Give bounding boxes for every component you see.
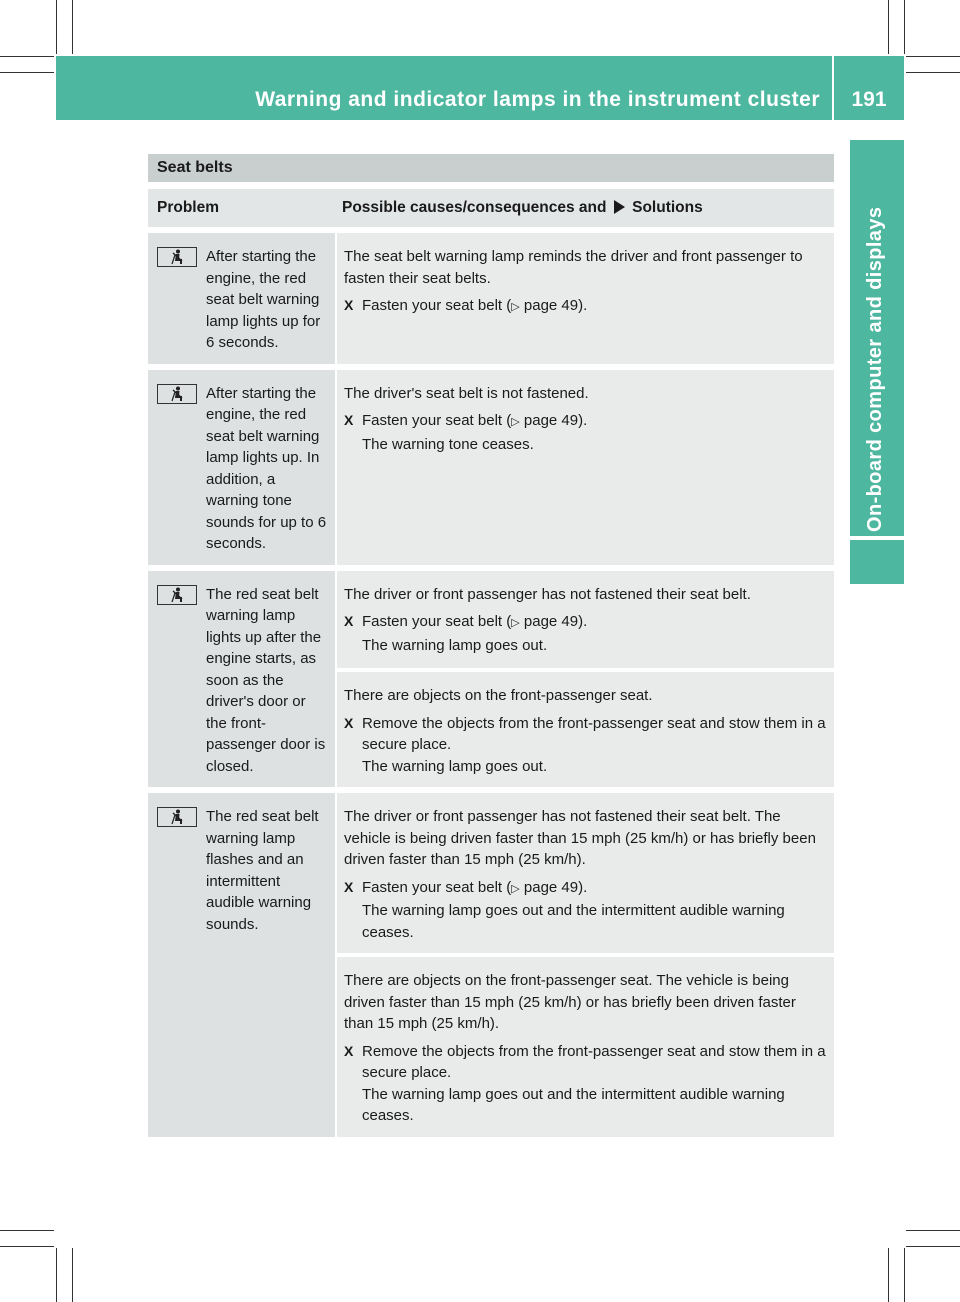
step-body <box>362 877 828 944</box>
step-text: Fasten your seat belt ( <box>362 412 512 429</box>
step-mark-icon: X <box>344 1042 354 1059</box>
cause-block <box>337 370 834 565</box>
crop-mark <box>56 0 57 54</box>
page-reference[interactable]: page 49). <box>523 613 588 630</box>
problem-cell <box>148 370 335 565</box>
causes-cell <box>337 793 834 1137</box>
seat-belt-warning-lamp-icon <box>157 807 197 827</box>
step-line <box>362 410 828 434</box>
seat-belt-warning-lamp-icon <box>157 585 197 605</box>
problem-text: After starting the engine, the red seat belt warning lamp lights up for 6 seconds. <box>206 248 321 351</box>
step-result: The warning lamp goes out and the intermittent audible warning ceases. <box>362 1085 785 1124</box>
crop-mark <box>906 56 960 57</box>
side-chapter-block <box>850 540 904 584</box>
seat-belts-table <box>148 154 834 1137</box>
cause-text: There are objects on the front-passenger seat. The vehicle is being driven faster than 15 mph (25 km/h) or has briefly been driven faster than 15 mph (25 km/h). <box>344 972 796 1032</box>
crop-mark <box>888 0 889 54</box>
crop-mark <box>904 0 905 54</box>
page-title: Warning and indicator lamps in the instrument cluster <box>255 88 820 111</box>
crop-mark <box>906 1230 960 1231</box>
cause-text: The driver or front passenger has not fastened their seat belt. <box>344 585 751 603</box>
side-chapter-tab <box>850 140 904 536</box>
step-text: Remove the objects from the front-passenger seat and stow them in a secure place. <box>362 714 826 753</box>
step-mark-icon: X <box>344 412 354 428</box>
cause-text: The seat belt warning lamp reminds the driver and front passenger to fasten their seat belts. <box>344 248 803 287</box>
causes-cell <box>337 370 834 565</box>
step-text: Fasten your seat belt ( <box>362 613 512 630</box>
header-causes-label: Possible causes/consequences and <box>342 199 607 216</box>
page-reference[interactable]: page 49). <box>523 412 588 429</box>
problem-cell <box>148 233 335 364</box>
step-line <box>362 611 828 635</box>
seat-belt-warning-lamp-icon <box>157 384 197 404</box>
cause-block <box>337 571 834 669</box>
solution-step <box>344 295 828 319</box>
table-body <box>148 233 834 1137</box>
step-line <box>362 877 828 901</box>
causes-cell <box>337 233 834 364</box>
step-text: Fasten your seat belt ( <box>362 297 512 314</box>
cause-block <box>337 793 834 953</box>
crop-mark <box>906 1246 960 1247</box>
page-number: 191 <box>834 56 904 120</box>
step-body <box>362 295 828 319</box>
step-mark-icon: X <box>344 714 354 731</box>
table-row <box>148 793 834 1137</box>
problem-cell <box>148 571 335 788</box>
step-line <box>362 295 828 319</box>
solution-step <box>344 410 828 455</box>
step-mark-icon: X <box>344 878 354 895</box>
crop-mark <box>72 1248 73 1302</box>
problem-text: After starting the engine, the red seat belt warning lamp lights up. In addition, a warning tone sounds for up to 6 seconds. <box>206 384 327 552</box>
seat-belt-warning-lamp-icon <box>157 247 197 267</box>
crop-mark <box>0 56 54 57</box>
step-line <box>362 713 828 756</box>
step-text: Remove the objects from the front-passenger seat and stow them in a secure place. <box>362 1042 826 1081</box>
solution-step <box>344 877 828 944</box>
step-line <box>362 1041 828 1084</box>
problem-cell <box>148 793 335 1137</box>
table-title: Seat belts <box>148 154 834 182</box>
page-reference[interactable]: page 49). <box>523 878 588 896</box>
step-mark-icon: X <box>344 297 354 313</box>
step-result: The warning tone ceases. <box>362 435 534 453</box>
header-causes <box>335 199 834 217</box>
step-body <box>362 713 828 778</box>
solution-step <box>344 1041 828 1127</box>
cause-block <box>337 233 834 364</box>
step-result: The warning lamp goes out. <box>362 757 548 775</box>
header-bar <box>56 56 832 120</box>
problem-text: The red seat belt warning lamp flashes and an intermittent audible warning sounds. <box>206 808 319 933</box>
crop-mark <box>906 72 960 73</box>
page-ref-icon: ▷ <box>511 882 520 895</box>
page-reference[interactable]: page 49). <box>523 297 588 314</box>
solution-arrow-icon <box>614 200 625 214</box>
table-row <box>148 233 834 364</box>
crop-mark <box>56 1248 57 1302</box>
crop-mark <box>0 72 54 73</box>
cause-text: The driver or front passenger has not fastened their seat belt. The vehicle is being driven faster than 15 mph (25 km/h) or has briefly been driven faster than 15 mph (25 km/h). <box>344 808 816 868</box>
crop-mark <box>72 0 73 54</box>
page-ref-icon: ▷ <box>511 617 520 629</box>
crop-mark <box>0 1246 54 1247</box>
page-ref-icon: ▷ <box>511 416 520 428</box>
causes-cell <box>337 571 834 788</box>
step-body <box>362 611 828 656</box>
crop-mark <box>888 1248 889 1302</box>
header-problem: Problem <box>157 199 220 216</box>
table-row <box>148 571 834 788</box>
step-body <box>362 1041 828 1127</box>
header-solutions-label: Solutions <box>632 199 703 216</box>
crop-mark <box>904 1248 905 1302</box>
page-ref-icon: ▷ <box>511 301 520 313</box>
step-result: The warning lamp goes out. <box>362 636 548 654</box>
cause-block <box>337 672 834 787</box>
cause-block <box>337 957 834 1137</box>
table-row <box>148 370 834 565</box>
step-result: The warning lamp goes out and the intermittent audible warning ceases. <box>362 902 785 941</box>
cause-text: There are objects on the front-passenger seat. <box>344 687 653 704</box>
step-mark-icon: X <box>344 613 354 629</box>
crop-mark <box>0 1230 54 1231</box>
problem-text: The red seat belt warning lamp lights up after the engine starts, as soon as the driver's door or the front-passenger door is closed. <box>206 585 326 775</box>
cause-text: The driver's seat belt is not fastened. <box>344 384 589 402</box>
solution-step <box>344 713 828 778</box>
step-text: Fasten your seat belt ( <box>362 878 512 896</box>
step-body <box>362 410 828 455</box>
table-header <box>148 189 834 227</box>
solution-step <box>344 611 828 656</box>
side-chapter-label: On-board computer and displays <box>864 206 886 532</box>
